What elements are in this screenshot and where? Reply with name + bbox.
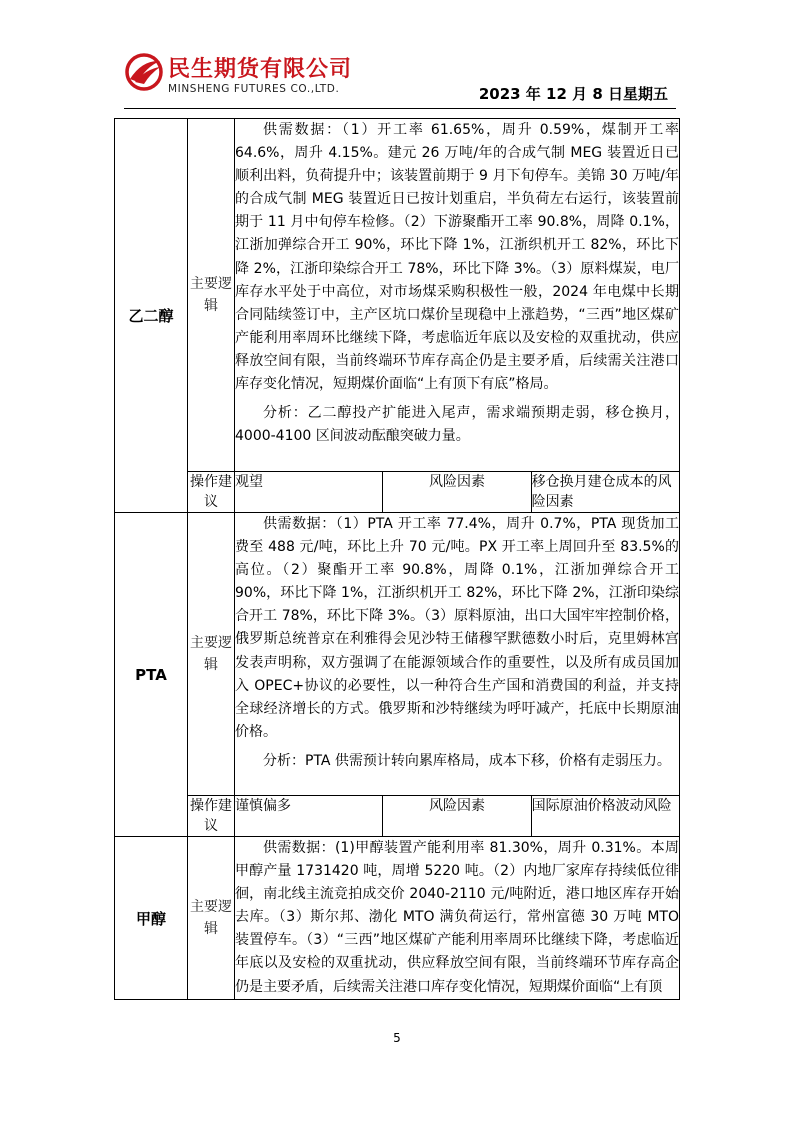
analysis-text: 分析：乙二醇投产扩能进入尾声，需求端预期走弱，移仓换月，4000-4100 区间波动酝酿突破力量。	[235, 405, 679, 445]
table-row-meg	[115, 119, 680, 472]
table-row-methanol	[115, 837, 680, 1000]
minsheng-logo-icon	[124, 52, 164, 92]
logic-content-pta	[235, 513, 680, 796]
analysis-text: 分析：PTA 供需预计转向累库格局，成本下移，价格有走弱压力。	[263, 752, 671, 769]
supply-text: 供需数据：(1)甲醇装置产能利用率 81.30%，周升 0.31%。本周甲醇产量 1731420 吨，周增 5220 吨。（2）内地厂家库存持续低位徘徊，南北线主流竞拍成交价 2040-2110 元/吨附近，港口地区库存开始去库。（3）斯尔邦、渤化 MTO 满负荷运行，常州富德 30 万吨 MTO 装置停车。（3）“三西”地区煤矿产能利用率周环比继续下降，考虑临近年底以及安检的双重扰动，供应释放空间有限，当前终端环节库存高企仍是主要矛盾，后续需关注港口库存变化情况，短期煤价面临“上有顶	[235, 840, 679, 995]
commodity-name-meg: 乙二醇	[115, 119, 188, 513]
report-date: 2023 年 12 月 8 日星期五	[478, 85, 668, 103]
supply-text: 供需数据：（1）PTA 开工率 77.4%，周升 0.7%，PTA 现货加工费至 488 元/吨，环比上升 70 元/吨。PX 开工率上周回升至 83.5%的高位。（2）聚酯开工率 90.8%，周降 0.1%，江浙加弹综合开工 90%，环比下降 1%，江浙织机开工 82%，环比下降 2%，江浙印染综合开工 78%，环比下降 3%。（3）原料原油，出口大国牢牢控制价格，俄罗斯总统普京在利雅得会见沙特王储穆罕默德数小时后，克里姆林宫发表声明称，双方强调了在能源领域合作的重要性，以及所有成员国加入 OPEC+协议的必要性，以一种符合生产国和消费国的利益，并支持全球经济增长的方式。俄罗斯和沙特继续为呼吁减产，托底中长期原油价格。	[235, 516, 679, 740]
table-row-meg-op	[115, 472, 680, 513]
op-value-pta: 谨慎偏多	[235, 796, 383, 837]
commodity-name-methanol: 甲醇	[115, 837, 188, 1000]
page-number: 5	[393, 1031, 401, 1045]
commodity-table	[114, 118, 680, 1000]
logic-content-methanol	[235, 837, 680, 1000]
logic-label: 主要逻辑	[188, 119, 235, 472]
supply-text: 供需数据：（1）开工率 61.65%，周升 0.59%，煤制开工率 64.6%，周升 4.15%。建元 26 万吨/年的合成气制 MEG 装置近日已顺利出料，负荷提升中；该装置前期于 9 月下旬停车。美锦 30 万吨/年的合成气制 MEG 装置近日已按计划重启，半负荷左右运行，该装置前期于 11 月中旬停车检修。（2）下游聚酯开工率 90.8%，周降 0.1%，江浙加弹综合开工 90%，环比下降 1%，江浙织机开工 82%，环比下降 2%，江浙印染综合开工 78%，环比下降 3%。（3）原料煤炭，电厂库存水平处于中高位，对市场煤采购积极性一般，2024 年电煤中长期合同陆续签订中，主产区坑口煤价呈现稳中上涨趋势，“三西”地区煤矿产能利用率周环比继续下降，考虑临近年底以及安检的双重扰动，供应释放空间有限，当前终端环节库存高企仍是主要矛盾，后续需关注港口库存变化情况，短期煤价面临“上有顶下有底”格局。	[235, 122, 679, 393]
company-name-cn: 民生期货有限公司	[168, 57, 353, 82]
risk-value-meg: 移仓换月建仓成本的风险因素	[531, 472, 679, 513]
logic-label: 主要逻辑	[188, 837, 235, 1000]
risk-label: 风险因素	[383, 796, 531, 837]
logic-label: 主要逻辑	[188, 513, 235, 796]
risk-label: 风险因素	[383, 472, 531, 513]
table-row-pta	[115, 513, 680, 796]
risk-value-pta: 国际原油价格波动风险	[531, 796, 679, 837]
op-value-meg: 观望	[235, 472, 383, 513]
logic-content-meg	[235, 119, 680, 472]
company-name-en: MINSHENG FUTURES CO.,LTD.	[168, 83, 340, 95]
header-divider	[124, 108, 676, 109]
commodity-name-pta: PTA	[115, 513, 188, 837]
company-logo	[124, 52, 364, 104]
page-header	[0, 0, 794, 112]
op-label: 操作建议	[188, 472, 235, 513]
table-row-pta-op	[115, 796, 680, 837]
op-label: 操作建议	[188, 796, 235, 837]
